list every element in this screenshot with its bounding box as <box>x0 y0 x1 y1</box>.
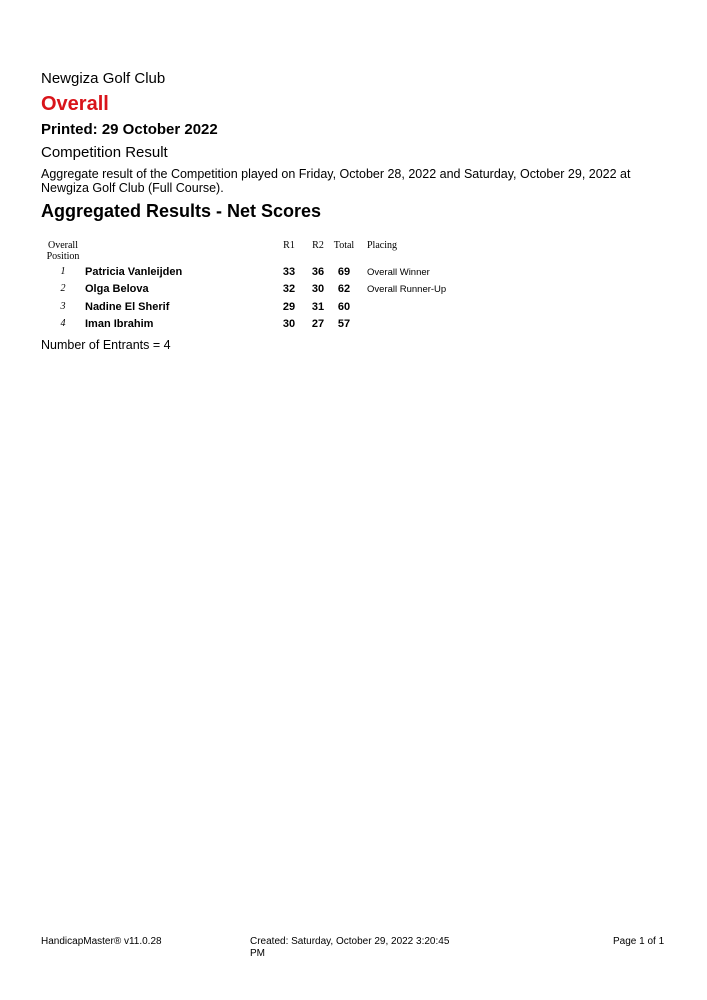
cell-position: 3 <box>60 300 66 312</box>
cell-total: 60 <box>337 300 351 313</box>
column-header-total: Total <box>333 240 355 251</box>
column-header-position: Overall Position <box>46 240 80 262</box>
cell-r2: 27 <box>311 317 325 330</box>
cell-total: 57 <box>337 317 351 330</box>
cell-position: 2 <box>60 283 66 295</box>
table-row <box>41 281 561 298</box>
column-header-placing: Placing <box>367 240 397 251</box>
footer-page-number: Page 1 of 1 <box>613 936 665 947</box>
column-header-r1: R1 <box>283 240 295 251</box>
cell-player-name: Olga Belova <box>85 283 149 296</box>
entrants-count: Number of Entrants = 4 <box>41 338 171 352</box>
cell-r1: 30 <box>282 317 296 330</box>
competition-description: Aggregate result of the Competition played on Friday, October 28, 2022 and Saturday, October 29, 2022 at Newgiza Golf Club (Full Course). <box>41 167 631 195</box>
table-body <box>41 264 561 333</box>
cell-total: 62 <box>337 283 351 296</box>
cell-placing: Overall Winner <box>367 267 430 278</box>
table-row <box>41 299 561 316</box>
footer-software: HandicapMaster® v11.0.28 <box>41 936 162 947</box>
footer-created: Created: Saturday, October 29, 2022 3:20:45 PM <box>250 936 450 959</box>
cell-player-name: Patricia Vanleijden <box>85 266 183 278</box>
column-header-r2: R2 <box>312 240 324 251</box>
cell-position: 1 <box>60 266 66 277</box>
document-page <box>41 0 667 1000</box>
cell-r2: 36 <box>311 266 325 278</box>
printed-date: Printed: 29 October 2022 <box>41 121 218 138</box>
cell-player-name: Nadine El Sherif <box>85 300 170 313</box>
club-name: Newgiza Golf Club <box>41 70 166 87</box>
cell-r1: 33 <box>282 266 296 278</box>
cell-r2: 30 <box>311 283 325 296</box>
cell-position: 4 <box>60 317 66 329</box>
cell-r1: 32 <box>282 283 296 296</box>
cell-r2: 31 <box>311 300 325 313</box>
competition-label: Competition Result <box>41 144 168 161</box>
section-title: Aggregated Results - Net Scores <box>41 201 322 221</box>
cell-player-name: Iman Ibrahim <box>85 317 154 330</box>
cell-r1: 29 <box>282 300 296 313</box>
page-title: Overall <box>41 93 109 115</box>
cell-total: 69 <box>337 266 351 278</box>
cell-placing: Overall Runner-Up <box>367 284 447 296</box>
table-row <box>41 264 561 281</box>
table-row <box>41 316 561 333</box>
